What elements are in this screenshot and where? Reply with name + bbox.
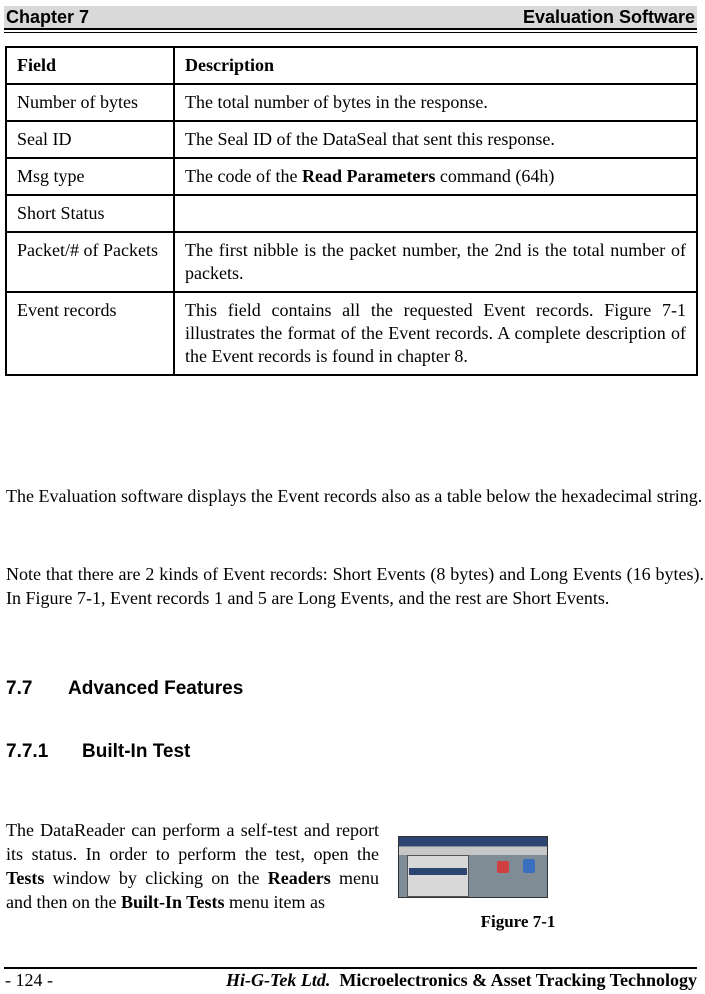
column-header-description: Description — [174, 47, 697, 84]
footer-rule — [4, 967, 697, 969]
subsection-number: 7.7.1 — [6, 741, 49, 762]
description-text: The code of the — [185, 166, 302, 186]
table-row — [6, 158, 697, 195]
description-cell: The first nibble is the packet number, the 2nd is the total number of packets. — [174, 232, 697, 292]
table-header-row — [6, 47, 697, 84]
chapter-header — [4, 6, 697, 30]
table-row — [6, 84, 697, 121]
bold-readers: Readers — [267, 868, 331, 888]
thumbnail-title-bar — [399, 837, 547, 846]
footer-company — [226, 970, 697, 991]
paragraph-event-kinds: Note that there are 2 kinds of Event records: Short Events (8 bytes) and Long Events (16 bytes). In Figure 7-1, Event records 1 and 5 are Long Events, and the rest are Short Events. — [6, 564, 704, 608]
description-cell: The total number of bytes in the response. — [174, 84, 697, 121]
chapter-title: Evaluation Software — [522, 7, 695, 27]
column-header-field: Field — [6, 47, 174, 84]
figure-caption: Figure 7-1 — [480, 912, 556, 931]
thumbnail-menu-bar — [399, 847, 547, 855]
field-cell: Seal ID — [6, 121, 174, 158]
section-number: 7.7 — [6, 678, 33, 699]
description-cell: This field contains all the requested Event records. Figure 7-1 illustrates the format of the Event records. A complete description of the Event records is found in chapter 8. — [174, 292, 697, 375]
bold-tests: Tests — [6, 868, 45, 888]
description-cell: The Seal ID of the DataSeal that sent this response. — [174, 121, 697, 158]
fields-table — [5, 46, 698, 376]
company-tagline: Microelectronics & Asset Tracking Technology — [339, 970, 697, 990]
subsection-title: Built-In Test — [82, 741, 191, 762]
thumbnail-app-icon — [497, 861, 509, 873]
text-run: menu and then on the — [6, 868, 379, 912]
field-cell: Packet/# of Packets — [6, 232, 174, 292]
table-row — [6, 195, 697, 232]
paragraph-builtin-test — [6, 818, 379, 914]
company-name: Hi-G-Tek Ltd. — [226, 970, 331, 990]
text-run: window by clicking on the — [44, 868, 268, 888]
bold-builtin-tests: Built-In Tests — [120, 892, 225, 912]
header-rule — [4, 32, 697, 33]
text-run: The DataReader can perform a self-test and report its status. In order to perform the test, open the — [6, 820, 379, 864]
table-row — [6, 292, 697, 375]
table-row — [6, 232, 697, 292]
thumbnail-dropdown-menu — [407, 855, 469, 897]
description-text: command (64h) — [435, 166, 555, 186]
thumbnail-app-icon — [523, 859, 535, 873]
text-run: menu item as — [224, 892, 326, 912]
field-cell: Number of bytes — [6, 84, 174, 121]
page-number: - 124 - — [5, 970, 53, 990]
description-cell — [174, 158, 697, 195]
section-heading — [6, 678, 243, 700]
field-cell: Event records — [6, 292, 174, 375]
command-name: Read Parameters — [301, 166, 436, 186]
paragraph-event-table: The Evaluation software displays the Event records also as a table below the hexadecimal string. — [6, 486, 703, 506]
field-cell: Msg type — [6, 158, 174, 195]
thumbnail-highlighted-item — [409, 868, 467, 875]
figure-screenshot-thumbnail — [398, 836, 548, 898]
section-title: Advanced Features — [68, 678, 244, 699]
subsection-heading — [6, 741, 190, 763]
table-row — [6, 121, 697, 158]
field-cell: Short Status — [6, 195, 174, 232]
chapter-label: Chapter 7 — [6, 7, 90, 27]
description-cell — [174, 195, 697, 232]
